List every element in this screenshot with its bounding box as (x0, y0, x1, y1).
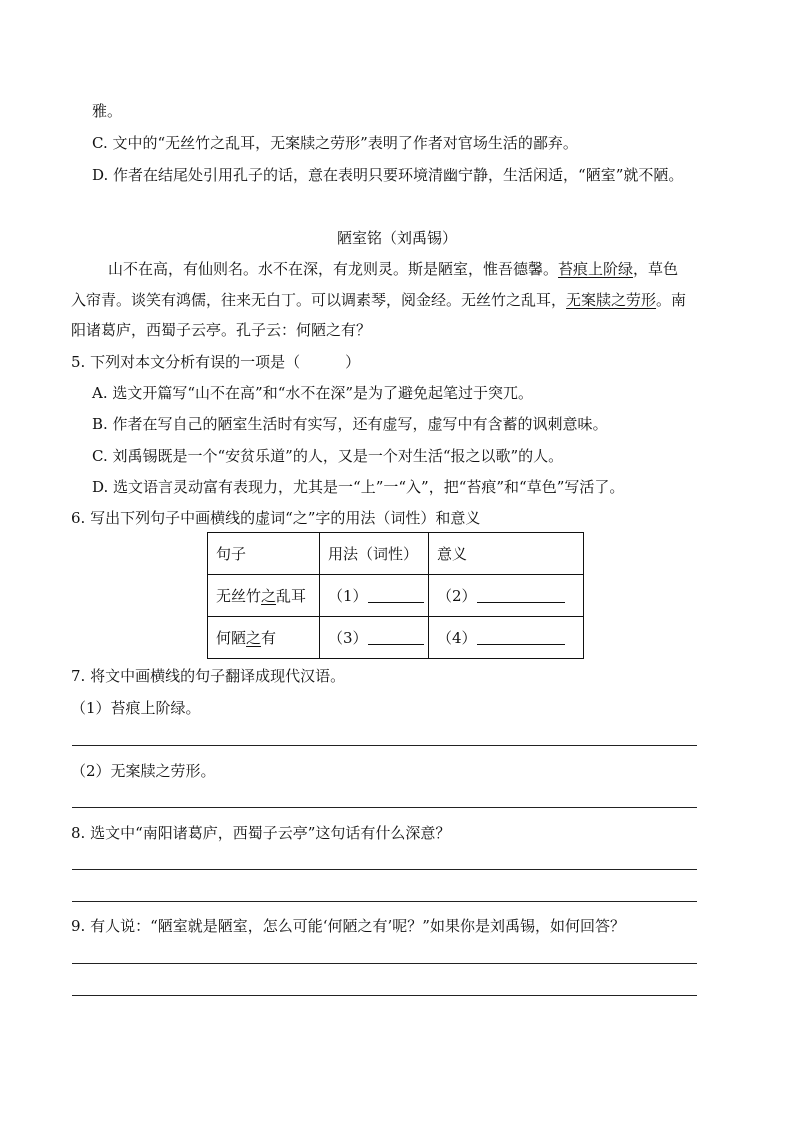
header-sentence: 句子 (208, 533, 320, 575)
answer-line[interactable] (72, 745, 697, 746)
sub-question-2: （2）无案牍之劳形。 (71, 762, 216, 780)
question-9-stem: 9. 有人说：“陋室就是陋室，怎么可能‘何陋之有’呢？”如果你是刘禹锡，如何回答？ (71, 917, 625, 935)
option-d: D. 选文语言灵动富有表现力，尤其是一“上”一“入”，把“苔痕”和“草色”写活了。 (92, 478, 625, 496)
passage-title: 陋室铭（刘禹锡） (336, 229, 457, 247)
underlined-sentence-1: 苔痕上阶绿 (558, 260, 634, 278)
answer-line[interactable] (72, 807, 697, 808)
answer-blank[interactable] (368, 630, 424, 645)
blank-number: （4） (437, 629, 477, 647)
sentence-text: 有 (261, 629, 277, 647)
passage-text: ，草色 (633, 260, 679, 278)
question-7-stem: 7. 将文中画横线的句子翻译成现代汉语。 (71, 667, 346, 685)
question-5-stem: 5. 下列对本文分析有误的一项是（ ） (71, 353, 361, 371)
passage-line-3: 阳诸葛庐，西蜀子云亭。孔子云：何陋之有？ (71, 321, 372, 339)
option-d: D. 作者在结尾处引用孔子的话，意在表明只要环境清幽宁静，生活闲适，“陋室”就不陋。 (92, 166, 684, 184)
passage-line-2 (71, 290, 686, 310)
option-a: A. 选文开篇写“山不在高”和“水不在深”是为了避免起笔过于突兀。 (92, 384, 534, 402)
option-c: C. 刘禹锡既是一个“安贫乐道”的人，又是一个对生活“报之以歌”的人。 (92, 447, 564, 465)
answer-line[interactable] (72, 869, 697, 870)
answer-cell-meaning[interactable] (429, 575, 584, 617)
answer-line[interactable] (72, 963, 697, 964)
option-c: C. 文中的“无丝竹之乱耳，无案牍之劳形”表明了作者对官场生活的鄙弃。 (92, 134, 578, 152)
passage-text: 入帘青。谈笑有鸿儒，往来无白丁。可以调素琴，阅金经。无丝竹之乱耳， (71, 291, 567, 309)
answer-cell-usage[interactable] (320, 575, 429, 617)
table-row (208, 617, 584, 659)
blank-number: （2） (437, 587, 477, 605)
underlined-sentence-2: 无案牍之劳形 (566, 291, 657, 309)
answer-blank[interactable] (477, 588, 565, 603)
question-8-stem: 8. 选文中“南阳诸葛庐，西蜀子云亭”这句话有什么深意？ (71, 824, 451, 842)
sub-question-1: （1）苔痕上阶绿。 (71, 699, 201, 717)
answer-line[interactable] (72, 901, 697, 902)
passage-text: 山不在高，有仙则名。水不在深，有龙则灵。斯是陋室，惟吾德馨。 (108, 260, 559, 278)
answer-cell-usage[interactable] (320, 617, 429, 659)
answer-blank[interactable] (477, 630, 565, 645)
answer-line[interactable] (72, 995, 697, 996)
header-usage: 用法（词性） (320, 533, 429, 575)
passage-text: 。南 (656, 291, 687, 309)
blank-number: （1） (328, 587, 368, 605)
sentence-cell (208, 575, 320, 617)
passage-line-1 (108, 259, 678, 279)
underlined-zhi: 之 (261, 587, 277, 605)
sentence-text: 乱耳 (276, 587, 307, 605)
blank-number: （3） (328, 629, 368, 647)
table-row (208, 575, 584, 617)
table-header-row (208, 533, 584, 575)
sentence-text: 何陋 (216, 629, 247, 647)
sentence-cell (208, 617, 320, 659)
option-b: B. 作者在写自己的陋室生活时有实写，还有虚写，虚写中有含蓄的讽刺意味。 (92, 415, 608, 433)
header-meaning: 意义 (429, 533, 584, 575)
usage-table (207, 532, 584, 659)
underlined-zhi: 之 (246, 629, 262, 647)
sentence-text: 无丝竹 (216, 587, 262, 605)
answer-blank[interactable] (368, 588, 424, 603)
answer-cell-meaning[interactable] (429, 617, 584, 659)
continued-option-text: 雅。 (92, 102, 123, 120)
question-6-stem: 6. 写出下列句子中画横线的虚词“之”字的用法（词性）和意义 (71, 509, 481, 527)
